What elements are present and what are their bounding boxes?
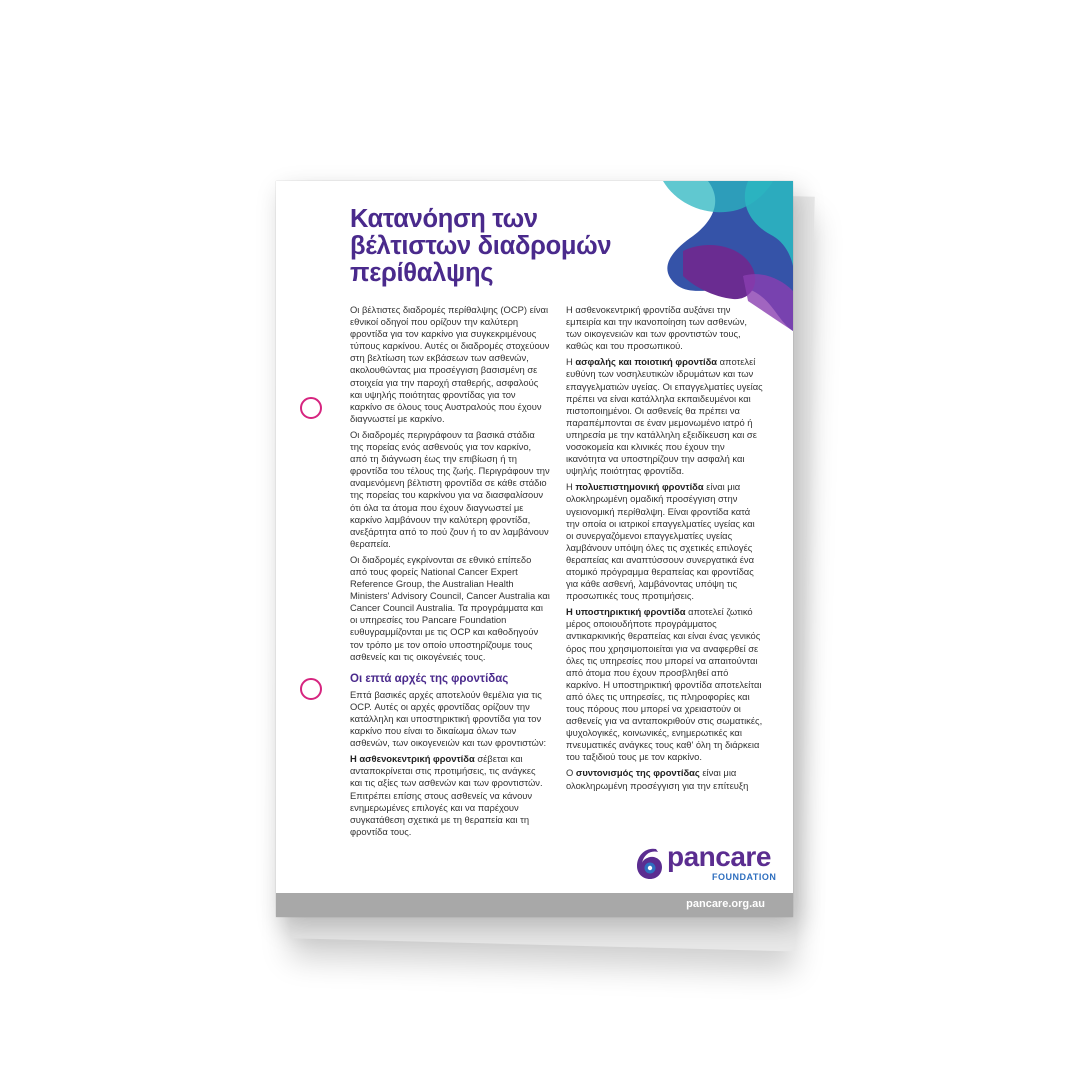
paragraph-lead: Η [566,356,576,368]
paragraph [566,356,764,477]
paragraph [566,606,764,763]
paragraph-text: αποτελεί ζωτικό μέρος οποιουδήποτε προγράμματος αντικαρκινικής θεραπείας και είναι ένας γενικός όρος που χρησιμοποιείται για να αναφερθεί σε όλες τις υπηρεσίες που μπορεί να απαιτούνται από άτομα που έχουν προσβληθεί από καρκίνο. Η υποστηρικτική φροντίδα αποτελείται από όλες τις υπηρεσίες, τις πληροφορίες και τους πόρους που μπορεί να χρειαστούν οι ασθενείς για να ανταποκριθούν στις σωματικές, ψυχολογικές, κοινωνικές, ενημερωτικές και πνευματικές ανάγκες τους καθ' όλη τη διάρκεια του ταξιδιού τους με τον καρκίνο. [566,606,763,763]
logo-wordmark: pancare [667,841,771,872]
paragraph-lead: Ο [566,767,576,779]
right-column [566,304,764,796]
paragraph: Επτά βασικές αρχές αποτελούν θεμέλια για τις OCP. Αυτές οι αρχές φροντίδας ορίζουν την κατάλληλη και υποστηρικτική φροντίδα για τον καρκίνο που είναι το δικαίωμα όλων των ασθενών, των οικογενειών και των φροντιστών: [350,688,547,749]
pancare-logo [634,841,784,887]
paragraph: Η ασθενοκεντρική φροντίδα αυξάνει την εμπειρία και την ικανοποίηση των ασθενών, των οικογενειών και των φροντιστών τους, καθώς και του προσωπικού. [566,304,748,352]
footer-url[interactable]: pancare.org.au [686,898,765,910]
paragraph: Οι βέλτιστες διαδρομές περίθαλψης (OCP) είναι εθνικοί οδηγοί που ορίζουν την καλύτερη φροντίδα για τον καρκίνο για συγκεκριμένους τύπους καρκίνου. Αυτές οι διαδρομές στοχεύουν στη βελτίωση των εκβάσεων των ασθενών, ακολουθώντας μια προσέγγιση βασισμένη σε στοιχεία για την παροχή σταθερής, ασφαλούς και υψηλής ποιότητας φροντίδας για τον καρκίνο σε όλους τους Αυστραλούς που έχουν διαγνωστεί με καρκίνο. [350,304,550,424]
paragraph-text: αποτελεί ευθύνη των νοσηλευτικών ιδρυμάτων και των επαγγελματιών υγείας. Οι επαγγελματίες υγείας πρέπει να είναι κατάλληλα εκπαιδευμένοι και πιστοποιημένοι. Οι ασθενείς θα πρέπει να παραπέμπονται σε έναν μεμονωμένο ιατρό ή υπηρεσία με την κατάλληλη εξειδίκευση και σε νοσοκομεία και κλινικές που έχουν την ικανότητα να υποστηρίζουν την ασφαλή και υψηλής ποιότητας φροντίδα. [566,356,763,477]
paragraph [350,753,550,838]
bold-term: Η ασθενοκεντρική φροντίδα [350,753,475,765]
bold-term: συντονισμός της φροντίδας [575,767,700,779]
paragraph: Οι διαδρομές εγκρίνονται σε εθνικό επίπεδο από τους φορείς National Cancer Expert Reference Group, the Australian Health Ministers' Advisory Council, Cancer Australia και Cancer Council Australia. Τα προγράμματα και οι υπηρεσίες του Pancare Foundation ευθυγραμμίζονται με τις OCP και καθοδηγούν τον τρόπο με τον οποίο υποστηρίζουμε τους ασθενείς και τις οικογένειές τους. [350,553,550,662]
paragraph [566,767,764,791]
paragraph-text: είναι μια ολοκληρωμένη προσέγγιση για την επίτευξη [566,767,749,791]
footer-bar [276,893,793,917]
section-heading: Οι επτά αρχές της φροντίδας [350,672,509,685]
pancare-logo-mark-icon [634,845,664,881]
bold-term: ασφαλής και ποιοτική φροντίδα [575,356,718,368]
brochure-page [276,181,793,917]
page-title: Κατανόηση των βέλτιστων διαδρομών περίθαλψης [350,205,612,287]
paragraph [566,481,764,602]
binder-hole-icon [300,678,322,700]
paragraph-text: σέβεται και ανταποκρίνεται στις προτιμήσεις, τις ανάγκες και τις αξίες των ασθενών και των φροντιστών. Επιτρέπει επίσης στους ασθενείς να κάνουν ενημερωμένες επιλογές και να παρέχουν συγκατάθεση σχετικά με τη θεραπεία και τη φροντίδα τους. [350,753,543,837]
binder-hole-icon [300,397,322,419]
bold-term: πολυεπιστημονική φροντίδα [575,481,704,493]
left-column [350,304,550,842]
logo-subtitle: FOUNDATION [712,872,777,882]
paragraph-lead: Η [566,481,576,493]
bold-term: Η υποστηρικτική φροντίδα [566,606,686,618]
paragraph-text: είναι μια ολοκληρωμένη ομαδική προσέγγιση στην υγειονομική περίθαλψη. Είναι φροντίδα κατά την οποία οι ιατρικοί επαγγελματίες υγείας και οι συνεργαζόμενοι επαγγελματίες υγείας λαμβάνουν υπόψη όλες τις σχετικές επιλογές θεραπείας και αναπτύσσουν συνεργατικά ένα ατομικό πρόγραμμα θεραπείας και φροντίδας για κάθε ασθενή, λαμβάνοντας υπόψη τις προσωπικές τους προτιμήσεις. [566,481,755,602]
paragraph: Οι διαδρομές περιγράφουν τα βασικά στάδια της πορείας ενός ασθενούς για τον καρκίνο, από τη διάγνωση έως την επιβίωση ή τη φροντίδα του τέλους της ζωής. Περιγράφουν την αναμενόμενη βέλτιστη φροντίδα σε κάθε στάδιο της πορείας του καρκίνου για να διασφαλίσουν ότι όλα τα άτομα που έχουν διαγνωστεί με καρκίνο λαμβάνουν την καλύτερη φροντίδα, ανεξάρτητα από το πού ζουν ή το αν λαμβάνουν θεραπεία. [350,428,550,549]
